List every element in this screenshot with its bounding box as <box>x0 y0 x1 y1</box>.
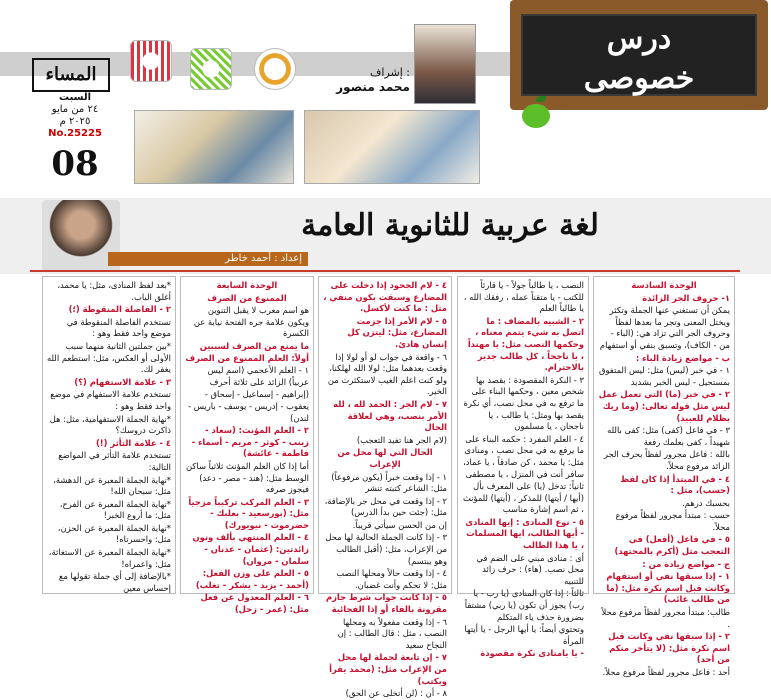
logo-text: المساء <box>45 64 97 85</box>
newspaper-logo <box>32 58 110 92</box>
paragraph: ١ - العلم الأعجمي (اسم ليس عربياً) الزائد على ثلاثة أحرف <box>207 365 309 387</box>
paragraph: بحسبك درهم. <box>682 497 730 508</box>
paragraph: يمكن أن تستغني عنها الجملة وتكثر ويختل المعنى وتجر ما بعدها لفظاً وحروف الجر التي تزاد هي: (الباء - من - الكاف)، وتسبق بنفي أو استفهام <box>599 305 730 350</box>
date-line1: ٢٤ من مايو <box>51 104 99 115</box>
paragraph: أما إذا كان العلم المؤنث ثلاثياً ساكن الوسط مثل: (هند - مصر - دعد) فيجوز صرفه <box>186 460 309 495</box>
paragraph: ١ - إذا وقعت خبراً (يكون مرفوعاً) مثل: الشاعر كتبته تنشر <box>331 471 447 494</box>
date-block <box>40 92 110 140</box>
paragraph: ثالثاً : إذا كان المنادى (يا رب - يا رب) يجوز أن تكون (يا ربي) مشتقاً بضرورة حذف ياء المتكلم <box>464 588 584 622</box>
paragraph: *نهاية الجملة الاستفهامية، مثل: هل ذاكرت دروسك؟ <box>49 413 171 436</box>
rule-heading: ٤ - لام الجحود إذا دخلت على المضارع وسبقت بكون منفي ، مثل : ما كنت لأكسل. <box>323 280 447 314</box>
rule-heading: ٢ - الفاصلة المنقوطة (؛) <box>68 304 171 315</box>
column-heading: الحال التي لها محل من الإعراب <box>337 447 433 469</box>
rule-heading: ٢ - في خبر (ما) التي تعمل عمل ليس مثل قوله تعالى: (وما ربك بظلام للعبيد) <box>598 389 730 423</box>
section-divider <box>30 270 740 272</box>
rule-heading: ٥ - لام الأمر إذا جزمت المضارع، مثل: ليتزن كل إنسان هادئ. <box>347 315 447 349</box>
article-column-1 <box>593 276 735 677</box>
paragraph: *نهاية الجملة المعبرة عن الاستغاثة، مثل: واعمراه! <box>48 547 171 569</box>
rule-heading: ب - مواضع زيادة الباء : <box>635 352 730 363</box>
rule-heading: ج - مواضع زيادة من : <box>642 558 730 569</box>
issue-number: No.25225 <box>48 128 102 139</box>
supervisor-name: محمد منصور <box>336 80 410 94</box>
rule-heading: ٦ - العلم المعدول عن فعل مثل: (عمر - زحل) <box>200 592 309 615</box>
column-heading: الوحدة السادسة <box>631 280 697 290</box>
qr-code-green-icon[interactable] <box>190 48 232 90</box>
paragraph: ٣ - إذا كانت الجملة الحالية لها محل من الإعراب، مثل: (أقبل الطالب وهو يبتسم) <box>325 532 447 566</box>
paragraph: تستخدم الفاصلة المنقوطة في موضع واحد فقط وهو : <box>66 316 171 339</box>
rule-heading: ما يمنع من الصرف لسببين أولاً: العلم الممنوع من الصرف <box>185 340 309 363</box>
article-column-3 <box>318 276 452 699</box>
page-number: 08 <box>51 144 99 184</box>
qr-code-clock-icon[interactable] <box>254 48 296 90</box>
rule-heading: ٧ - لام الجر : الحمد لله ، لله الأمر بنصب، وهي لعلاقة الحال <box>333 398 447 433</box>
paragraph: *بالإضافة إلى أي جملة تقولها مع إحساس معين <box>58 571 171 593</box>
paragraph: تستخدم علامة الاستفهام في موضع واحد فقط وهو : <box>50 389 171 411</box>
paragraph: ٦ - إذا وقعت مفعولاً به ومحلها النصب ، مثل : قال الطالب : إن النجاح سعيد <box>337 616 447 650</box>
paragraph: (إبراهيم - إسماعيل - إسحاق - يعقوب - إدريس - يوسف - باريس - لندن) <box>188 389 309 423</box>
rule-heading: ٥ - في فاعل (أفعل) في التعجب مثل (أكرم بالمجتهد) <box>614 534 730 557</box>
rule-heading: ٢ - إذا سبقها نفي وكانت قبل اسم نكرة مثل: (لا يتأخر منكم من أحد) <box>608 631 730 665</box>
column-heading: الممنوع من الصرف <box>207 292 287 303</box>
paragraph: ٤ - العلم المفرد : حكمه البناء على ما يرفع به في محل نصب ، ومنادى مثل: يا محمد ، كن صادقاً ، يا عماد، سافر أنت في المنزل ، يا مصطفى <box>463 433 584 479</box>
rule-heading: ٤ - في المبتدأ إذا كان لفظ (حسب)، مثل : <box>620 473 730 496</box>
paragraph: ثانياً: تدخل (يا) على المعرف بأل (أيها / أيتها) للمذكر ، (أيتها) للمؤنث ، ثم اسم إشارة مناسب <box>462 481 584 515</box>
date-day: السبت <box>58 92 92 103</box>
rule-heading: ٤ - علامة التأثر (!) <box>95 437 171 448</box>
classroom-photo <box>134 110 294 184</box>
article-column-2 <box>457 276 589 659</box>
paragraph: بالله : فاعل مجرور لفظاً بحرف الجر الزائد مرفوع محلاً. <box>603 449 730 471</box>
paragraph: إن من الحسن سيأتي قريباً. <box>352 519 447 530</box>
paragraph: ١ - في خبر (ليس) مثل: ليس المتفوق بمستحيل - ليس الخبر بشديد <box>598 365 730 387</box>
rule-heading: ٢ - العلم المؤنث: (سعاد - زينب - كوثر - مريم - أسماء - فاطمة - عائشة) <box>191 425 309 459</box>
rule-heading: ٧ - إن تابعة لجملة لها محل من الإعراب مثل: (محمد يقرأ ويكتب) <box>329 652 447 686</box>
paragraph: ٣ - في فاعل (كفى) مثل: كفى بالله شهيداً ، كفى بعلمك رفعة <box>607 425 730 447</box>
paragraph: طالب: مبتدأ مجرور لفظاً مرفوع محلاً . <box>601 607 730 629</box>
paragraph: *نهاية الجملة المعبرة عن الحزن، مثل: واحسرتاه! <box>57 522 171 545</box>
blackboard <box>521 14 757 96</box>
rule-heading: ٤ - العلم المنتهي بألف ونون زائدتين: (عثمان - عدنان - سلمان - مروان) <box>192 532 309 566</box>
paragraph: *بين جملتين الثانية منهما سبب الأولى أو العكس، مثل: استطعم الله يغفر لك. <box>47 340 171 375</box>
rule-heading: ١ - إذا سبقها نفي أو استفهام وكانت قبل اسم نكرة مثل: (ما من طالب غائب) <box>606 571 730 605</box>
rule-heading: ١- حروف الجر الزائدة <box>642 292 730 303</box>
date-line2: ٢٠٢٥ م <box>59 116 91 127</box>
student-tablet-photo <box>304 110 480 184</box>
paragraph: ٢ - إذا وقعت في محل جر بالإضافة، مثل: (جئت حين بدأ الدرس) <box>324 495 447 518</box>
paragraph: *نهاية الجملة المعبرة عن الدهشة، مثل: سبحان الله! <box>53 474 171 497</box>
paragraph: *نهاية الجملة المعبرة عن الفرح، مثل: ما أروع الخبر! <box>59 498 171 521</box>
rule-heading: ٢ - الشبيه بالمضاف : ما اتصل به شيء يتمم معناه ، وحكمها النصب مثل: يا مهنداً ، يا ناجحاً ، كل طالب جدير بالاحترام. <box>467 315 584 373</box>
paragraph: وتحتوي أيضاً: يا أيها الرجل - يا أيتها المرأة <box>464 624 584 646</box>
paragraph: (لام الجر هنا تفيد التعجب) <box>356 434 447 445</box>
apple-leaf-icon <box>536 96 546 102</box>
section-title: لغة عربية للثانوية العامة <box>301 208 599 243</box>
rule-heading: ٥ - العلم على وزن الفعل: (أحمد - يزيد - يشكر - تغلب) <box>195 568 309 590</box>
author-credit: إعداد : أحمد خاطر <box>108 252 308 266</box>
paragraph: ٨ - أن : (لن أتخلى عن الحق) <box>345 688 447 699</box>
article-column-5 <box>42 276 176 594</box>
supervisor-credit <box>320 66 410 94</box>
paragraph: ٤ - إذا وقعت حالاً ومحلها النصب مثل: لا تحكم وأنت غضبان. <box>336 568 447 590</box>
rule-heading: ٣ - علامة الاستفهام (؟) <box>74 376 171 387</box>
board-title-line2: خصوصى <box>583 61 695 96</box>
board-title-line1: درس <box>606 21 672 56</box>
paragraph: النصب ، يا طالباً جولاً - يا قارئاً للكتب - يا متقناً عمله ، رفقك الله ، يا طالباً العلم <box>463 280 584 314</box>
column-heading: الوحدة السابعة <box>216 280 278 290</box>
paragraph: تستخدم علامة التأثر في المواضع التالية: <box>58 450 171 472</box>
rule-heading: ٣ - العلم المركب تركيباً مزجياً مثل: (بورسعيد - بعلبك - حضرموت - نيويورك) <box>188 496 309 530</box>
rule-heading: ٥ - إذا كانت جواب شرط جازم مقرونة بالفاء أو إذا الفجائية <box>325 592 447 615</box>
paragraph: هو اسم معرب لا يقبل التنوين ويكون علامة جره الفتحة نيابة عن الكسرة <box>193 305 309 339</box>
supervisor-photo <box>414 24 476 104</box>
paragraph: أى : منادى مبني على الضم في محل نصب. (هاء) : حرف زائد للتنبيه <box>476 552 584 586</box>
paragraph: *بعد لفظ المنادى، مثل: يا محمد، أغلق الباب. <box>57 280 171 302</box>
paragraph: ٣ - النكرة المقصودة : بقصد بها شخص معين ، وحكمها البناء على ما ترفع به في محل نصب، أي نكرة يقصد بها ومثل: يا طالب ، يا ناجحان ، يا مسلمون <box>463 374 584 432</box>
paragraph: أحد : فاعل مجرور لفظاً مرفوع محلاً. <box>602 667 730 677</box>
rule-heading: ٥ - نوع المنادى : إيها المنادى - أيها الطالب، ايها المسلمات ، يا هذا الطالب <box>465 516 584 551</box>
qr-code-pink-icon[interactable] <box>130 40 172 82</box>
rule-heading: - يا يامنادى نكرة مقصودة <box>480 648 584 659</box>
apple-icon <box>522 104 550 128</box>
paragraph: حسب : مبتدأ مجرور لفظاً مرفوع محلاً. <box>615 510 730 532</box>
paragraph: ٦ - واقعة في جواب لو أو لولا إذا وقعت بعدهما مثل: لولا الله لهلكنا، ولو كنت اعلم الغيب لاستكثرت من الخير. <box>327 351 447 397</box>
supervisor-label: إشراف : <box>369 66 410 79</box>
article-column-4 <box>180 276 314 615</box>
